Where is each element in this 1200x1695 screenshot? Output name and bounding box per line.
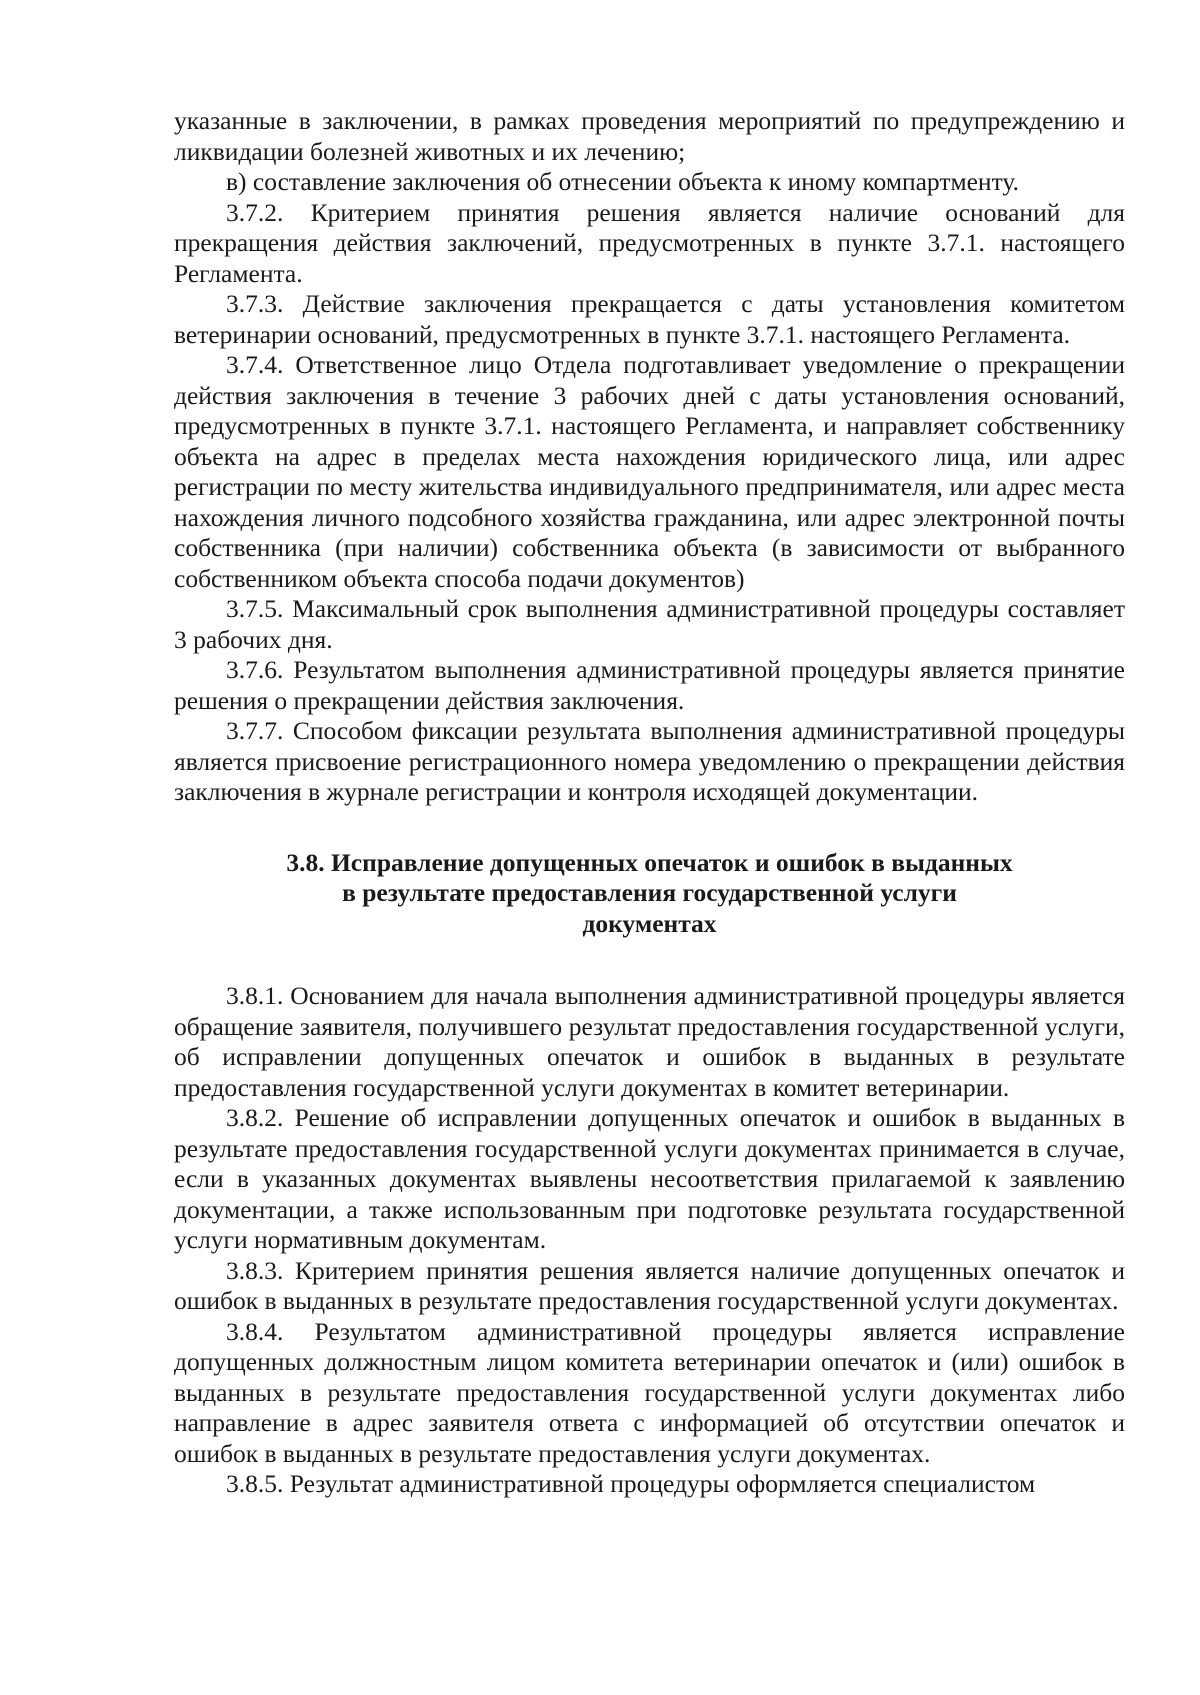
paragraph-3-8-3: 3.8.3. Критерием принятия решения является наличие допущенных опечаток и ошибок в выданных в результате предоставления государственной услуги документах. [174,1255,1125,1315]
paragraph-3-7-5: 3.7.5. Максимальный срок выполнения административной процедуры составляет 3 рабочих дня. [174,594,1125,654]
heading-line-2: в результате предоставления государственной услуги [342,878,957,907]
document-page [174,106,1125,1500]
paragraph-3-7-4: 3.7.4. Ответственное лицо Отдела подготавливает уведомление о прекращении действия заключения в течение 3 рабочих дней с даты установления оснований, предусмотренных в пункте 3.7.1. настоящего Регламента, и направляет собственнику объекта на адрес в пределах места нахождения юридического лица, или адрес регистрации по месту жительства индивидуального предпринимателя, или адрес места нахождения личного подсобного хозяйства гражданина, или адрес электронной почты собственника (при наличии) собственника объекта (в зависимости от выбранного собственником объекта способа подачи документов) [174,350,1125,593]
paragraph-3-7-1-item-v: в) составление заключения об отнесении объекта к иному компартменту. [226,167,1019,196]
paragraph-3-8-4: 3.8.4. Результатом административной процедуры является исправление допущенных должностным лицом комитета ветеринарии опечаток и (или) ошибок в выданных в результате предоставления государственной услуги документах либо направление в адрес заявителя ответа с информацией об отсутствии опечаток и ошибок в выданных в результате предоставления услуги документах. [174,1316,1125,1468]
heading-line-1: 3.8. Исправление допущенных опечаток и ошибок в выданных [286,847,1013,877]
paragraph-3-8-5: 3.8.5. Результат административной процедуры оформляется специалистом [226,1469,1036,1498]
paragraph-3-7-6: 3.7.6. Результатом выполнения административной процедуры является принятие решения о прекращении действия заключения. [174,655,1125,715]
paragraph-3-7-2: 3.7.2. Критерием принятия решения является наличие оснований для прекращения действия заключений, предусмотренных в пункте 3.7.1. настоящего Регламента. [174,197,1125,288]
section-3-8-heading [174,848,1125,940]
paragraph-3-7-1-continuation: указанные в заключении, в рамках проведения мероприятий по предупреждению и ликвидации болезней животных и их лечению; [174,106,1125,166]
paragraph-3-7-3: 3.7.3. Действие заключения прекращается с даты установления комитетом ветеринарии оснований, предусмотренных в пункте 3.7.1. настоящего Регламента. [174,289,1125,349]
heading-line-3: документах [582,908,717,938]
paragraph-3-7-7: 3.7.7. Способом фиксации результата выполнения административной процедуры является присвоение регистрационного номера уведомлению о прекращении действия заключения в журнале регистрации и контроля исходящей документации. [174,716,1125,806]
paragraph-3-8-1: 3.8.1. Основанием для начала выполнения административной процедуры является обращение заявителя, получившего результат предоставления государственной услуги, об исправлении допущенных опечаток и ошибок в выданных в результате предоставления государственной услуги документах в комитет ветеринарии. [174,981,1125,1102]
paragraph-3-8-2: 3.8.2. Решение об исправлении допущенных опечаток и ошибок в выданных в результате предоставления государственной услуги документах принимается в случае, если в указанных документах выявлены несоответствия прилагаемой к заявлению документации, а также использованным при подготовке результата государственной услуги нормативным документам. [174,1103,1125,1254]
